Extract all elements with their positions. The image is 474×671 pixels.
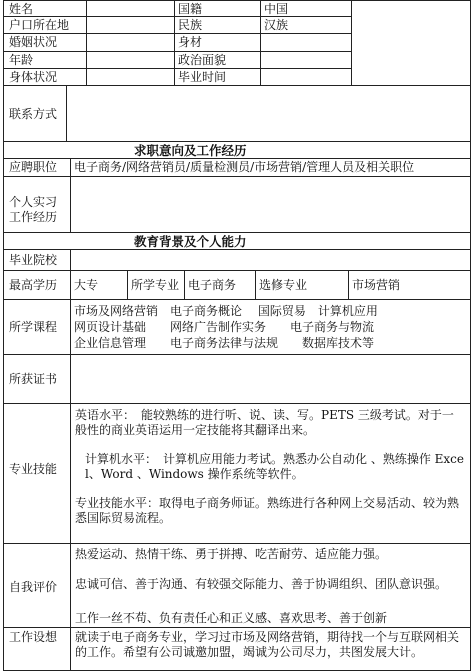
self-eval-label: 自我评价 [3, 543, 71, 628]
internship-value[interactable] [70, 176, 471, 233]
height-label: 身材 [174, 33, 261, 52]
height-value[interactable] [260, 33, 352, 52]
self-eval-line: 工作一丝不苟、负有责任心和正义感、喜欢思考、善于创新 [75, 611, 388, 625]
ethnicity-value: 汉族 [260, 16, 352, 34]
political-label: 政治面貌 [174, 51, 261, 69]
elective-label: 选修专业 [255, 270, 349, 300]
contact-label: 联系方式 [3, 85, 67, 142]
self-eval-content [70, 543, 471, 628]
course-line: 企业信息管理 电子商务法律与法规 数据库技术等 [74, 336, 375, 350]
major-label: 所学专业 [127, 270, 185, 300]
health-value[interactable] [86, 68, 175, 86]
graduation-time-value[interactable] [260, 68, 352, 86]
name-label: 姓名 [3, 0, 87, 17]
section-title-job: 求职意向及工作经历 [3, 141, 471, 159]
major-value: 电子商务 [184, 270, 256, 300]
photo-box [351, 0, 471, 86]
age-value[interactable] [86, 51, 175, 69]
school-label: 毕业院校 [3, 249, 71, 271]
school-value[interactable] [70, 249, 471, 271]
marital-value[interactable] [86, 33, 175, 52]
internship-label-line2: 工作经历 [9, 210, 58, 224]
age-label: 年龄 [3, 51, 87, 69]
section-title-education: 教育背景及个人能力 [3, 232, 471, 250]
vision-text: 就读于电子商务专业，学习过市场及网络营销，期待找一个与互联网相关的工作。希望有公司诚邀加盟，竭诚为公司尽力，共图发展大计。 [75, 630, 460, 659]
degree-label: 最高学历 [3, 270, 71, 300]
vision-label: 工作设想 [3, 627, 71, 671]
elective-value: 市场营销 [348, 270, 471, 300]
internship-label-line1: 个人实习 [9, 195, 58, 209]
course-line: 市场及网络营销 电子商务概论 国际贸易 计算机应用 [74, 304, 378, 318]
courses-list [70, 299, 471, 355]
computer-level: 计算机水平： 计算机应用能力考试。熟悉办公自动化 、熟练操作 Excel、Word 、Windows 操作系统等软件。 [85, 452, 464, 481]
graduation-time-label: 毕业时间 [174, 68, 261, 86]
internship-label [3, 176, 71, 233]
course-line: 网页设计基础 网络广告制作实务 电子商务与物流 [74, 320, 375, 334]
self-eval-line: 热爱运动、热情干练、勇于拼搏、吃苦耐劳、适应能力强。 [75, 547, 388, 561]
courses-label: 所学课程 [3, 299, 71, 355]
name-value[interactable] [86, 0, 175, 17]
marital-label: 婚姻状况 [3, 33, 87, 52]
hukou-value[interactable] [86, 16, 175, 34]
hukou-label: 户口所在地 [3, 16, 87, 34]
skills-label: 专业技能 [3, 403, 71, 544]
cert-label: 所获证书 [3, 354, 71, 404]
contact-value[interactable] [66, 85, 471, 142]
nationality-label: 国籍 [174, 0, 261, 17]
degree-value: 大专 [70, 270, 128, 300]
ethnicity-label: 民族 [174, 16, 261, 34]
self-eval-line: 忠诚可信、善于沟通、有较强交际能力、善于协调组织、团队意识强。 [75, 577, 448, 591]
professional-level: 专业技能水平：取得电子商务师证。熟练进行各种网上交易活动、较为熟悉国际贸易流程。 [75, 496, 460, 525]
health-label: 身体状况 [3, 68, 87, 86]
skills-content [70, 403, 471, 544]
political-value[interactable] [260, 51, 352, 69]
nationality-value: 中国 [260, 0, 352, 17]
position-label: 应聘职位 [3, 158, 71, 177]
position-value: 电子商务/网络营销员/质量检测员/市场营销/管理人员及相关职位 [70, 158, 471, 177]
vision-content [70, 627, 471, 671]
english-level: 英语水平： 能较熟练的进行听、说、读、写。PETS 三级考试。对于一般性的商业英语运用一定技能将其翻译出来。 [75, 408, 454, 437]
cert-value[interactable] [70, 354, 471, 404]
